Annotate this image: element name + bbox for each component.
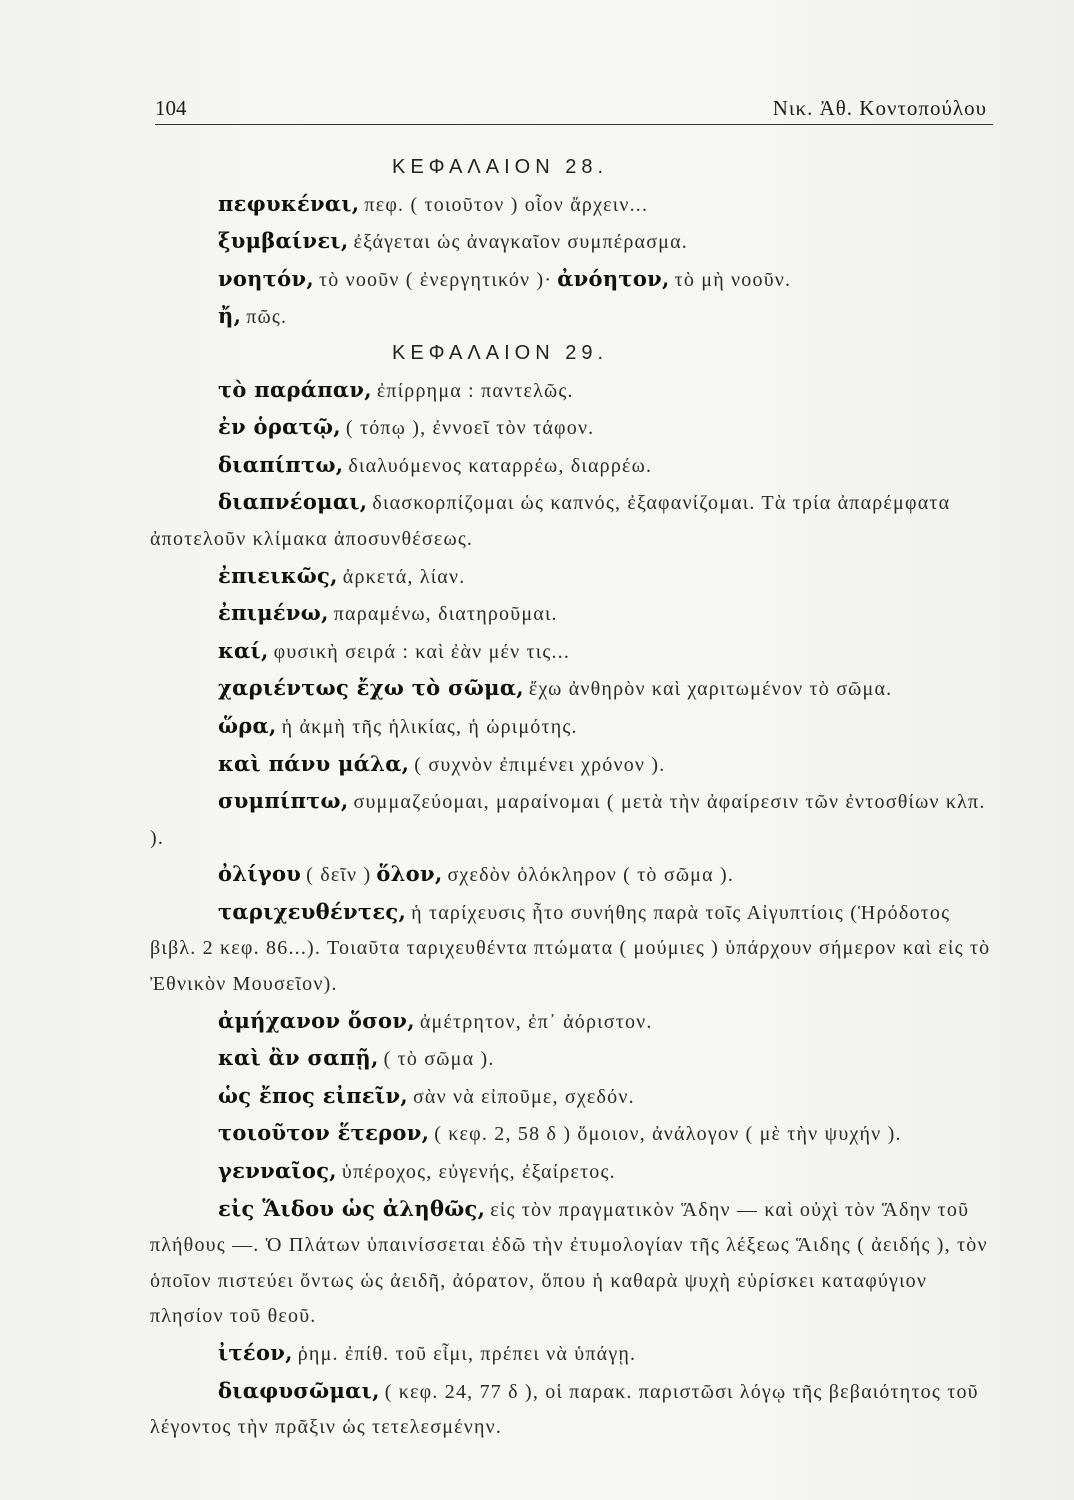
entry-gloss: ( τόπῳ ), ἐννοεῖ τὸν τάφον. <box>345 417 595 440</box>
entry-gloss: σὰν νὰ εἰποῦμε, σχεδόν. <box>412 1085 635 1108</box>
entry-term: χαριέντως ἔχω τὸ σῶμα, <box>218 675 524 701</box>
glossary-entry <box>150 708 1000 746</box>
glossary-entry <box>150 856 1000 894</box>
entry-term: ἐπιεικῶς, <box>218 562 338 588</box>
glossary-entry <box>150 1003 1000 1041</box>
glossary-entry <box>150 783 1000 856</box>
page-number: 104 <box>155 96 187 120</box>
entry-term: γενναῖος, <box>218 1158 337 1184</box>
entry-gloss: ἡ ταρίχευσις ἦτο συνήθης παρὰ τοῖς Αἰγυπτίοις (Ἡρόδοτος βιβλ. 2 κεφ. 86...). Τοιαῦτα ταριχευθέντα πτώματα ( μούμιες ) ὑπάρχουν σήμερον καὶ εἰς τὸ Ἐθνικὸν Μουσεῖον). <box>150 901 991 996</box>
entry-term: ἀμήχανον ὅσον, <box>218 1007 415 1033</box>
entry-gloss: ( κεφ. 2, 58 δ ) ὅμοιον, ἀνάλογον ( μὲ τὴν ψυχήν ). <box>434 1123 902 1146</box>
entry-gloss-secondary: σχεδὸν ὁλόκληρον ( τὸ σῶμα ). <box>447 864 735 887</box>
glossary-entry <box>150 298 1000 336</box>
glossary-entry <box>150 558 1000 596</box>
glossary-entry <box>150 447 1000 485</box>
entry-gloss: ( δεῖν ) <box>306 864 372 887</box>
entry-gloss: ἡ ἀκμὴ τῆς ἡλικίας, ἡ ὡριμότης. <box>281 715 578 738</box>
entry-gloss: φυσικὴ σειρά : καὶ ἐὰν μέν τις... <box>273 640 571 663</box>
glossary-entry <box>150 1191 1000 1335</box>
glossary-entry <box>150 746 1000 784</box>
glossary-entry <box>150 633 1000 671</box>
entry-gloss: ἀμέτρητον, ἐπ᾽ ἀόριστον. <box>419 1010 653 1033</box>
entry-gloss: παραμένω, διατηροῦμαι. <box>333 603 558 626</box>
running-head: Νικ. Ἀθ. Κοντοπούλου <box>772 96 987 120</box>
entry-term: ταριχευθέντες, <box>218 898 407 924</box>
entry-gloss: ἀρκετά, λίαν. <box>342 565 466 588</box>
entry-gloss: διασκορπίζομαι ὡς καπνός, ἐξαφανίζομαι. Τὰ τρία ἀπαρέμφατα ἀποτελοῦν κλίμακα ἀποσυνθέσεως. <box>150 492 951 550</box>
entry-gloss: ἐπίρρημα : παντελῶς. <box>376 379 574 402</box>
entry-term: καί, <box>218 637 269 663</box>
entry-gloss: ( κεφ. 24, 77 δ ), οἱ παρακ. παριστῶσι λόγῳ τῆς βεβαιότητος τοῦ λέγοντος τὴν πρᾶξιν ὡς τετελεσμένην. <box>150 1380 979 1439</box>
entry-term: ἤ, <box>218 303 242 329</box>
glossary-entry <box>150 1115 1000 1153</box>
entry-gloss: πεφ. ( τοιοῦτον ) οἷον ἄρχειν... <box>364 193 649 216</box>
entry-gloss: συμμαζεύομαι, μαραίνομαι ( μετὰ τὴν ἀφαίρεσιν τῶν ἐντοσθίων κλπ. ). <box>150 791 986 849</box>
glossary-entry <box>150 1078 1000 1116</box>
chapter-heading: ΚΕΦΑΛΑΙΟΝ 28. <box>391 156 608 178</box>
glossary-entry <box>150 595 1000 633</box>
header-rule <box>155 124 993 125</box>
glossary-entry <box>150 223 1000 261</box>
glossary-entry <box>150 409 1000 447</box>
entry-term: διαφυσῶμαι, <box>218 1377 380 1403</box>
entry-term: διαπίπτω, <box>218 451 344 477</box>
entry-gloss: ἐξάγεται ὡς ἀναγκαῖον συμπέρασμα. <box>353 231 688 254</box>
glossary-entry <box>150 1153 1000 1191</box>
entry-term-secondary: ἀνόητον, <box>557 265 670 291</box>
glossary-entry <box>150 484 1000 557</box>
entry-gloss: ( τὸ σῶμα ). <box>383 1048 495 1071</box>
entry-gloss: ῥημ. ἐπίθ. τοῦ εἶμι, πρέπει νὰ ὑπάγῃ. <box>297 1343 637 1365</box>
chapter-heading: ΚΕΦΑΛΑΙΟΝ 29. <box>391 341 608 364</box>
page-header <box>155 92 995 124</box>
glossary-entry <box>150 186 1000 224</box>
entry-gloss: ( συχνὸν ἐπιμένει χρόνον ). <box>414 753 666 776</box>
entry-gloss: ὑπέροχος, εὐγενής, ἐξαίρετος. <box>341 1161 616 1184</box>
entry-gloss: πῶς. <box>246 306 288 329</box>
glossary-entry <box>150 670 1000 708</box>
entry-term: διαπνέομαι, <box>218 489 368 515</box>
entry-gloss: διαλυόμενος καταρρέω, διαρρέω. <box>348 454 653 477</box>
entry-term: ἐπιμένω, <box>218 600 329 626</box>
entry-term: νοητόν, <box>218 265 314 291</box>
glossary-entry <box>150 372 1000 410</box>
entry-gloss-secondary: τὸ μὴ νοοῦν. <box>674 268 792 291</box>
entry-term: καὶ ἂν σαπῇ, <box>218 1045 379 1071</box>
glossary-entry <box>150 1373 1000 1446</box>
entry-term: τοιοῦτον ἕτερον, <box>218 1120 430 1146</box>
entry-term: συμπίπτω, <box>218 788 349 814</box>
entry-term: ὡς ἔπος εἰπεῖν, <box>218 1082 408 1108</box>
entry-gloss: εἰς τὸν πραγματικὸν Ἅδην — καὶ οὐχὶ τὸν Ἅδην τοῦ πλήθους —. Ὁ Πλάτων ὑπαινίσσεται ἐδῶ τὴν ἐτυμολογίαν τῆς λέξεως Ἅιδης ( ἀειδής ), τὸν ὁποῖον πιστεύει ὄντως ὡς ἀειδῆ, ἀόρατον, ὅπου ἡ καθαρὰ ψυχὴ εὑρίσκει καταφύγιον πλησίον τοῦ θεοῦ. <box>150 1198 988 1328</box>
glossary-content <box>150 150 1000 1446</box>
entry-term: εἰς Ἅιδου ὡς ἀληθῶς, <box>218 1195 486 1221</box>
entry-term: ἰτέον, <box>218 1340 293 1365</box>
glossary-entry <box>150 261 1000 299</box>
glossary-entry <box>150 1335 1000 1373</box>
entry-term-secondary: ὅλον, <box>376 861 443 887</box>
glossary-entry <box>150 894 1000 1003</box>
entry-term: καὶ πάνυ μάλα, <box>218 750 410 776</box>
entry-term: ἐν ὁρατῷ, <box>218 414 341 440</box>
entry-term: τὸ παράπαν, <box>218 376 372 402</box>
entry-term: πεφυκέναι, <box>218 190 360 216</box>
entry-term: ὥρα, <box>218 712 277 738</box>
entry-term: ξυμβαίνει, <box>218 228 349 254</box>
entry-term: ὀλίγου <box>218 861 302 887</box>
entry-gloss: ἔχω ἀνθηρὸν καὶ χαριτωμένον τὸ σῶμα. <box>528 678 893 701</box>
entry-gloss: τὸ νοοῦν ( ἐνεργητικόν )· <box>318 268 553 291</box>
glossary-entry <box>150 1040 1000 1078</box>
